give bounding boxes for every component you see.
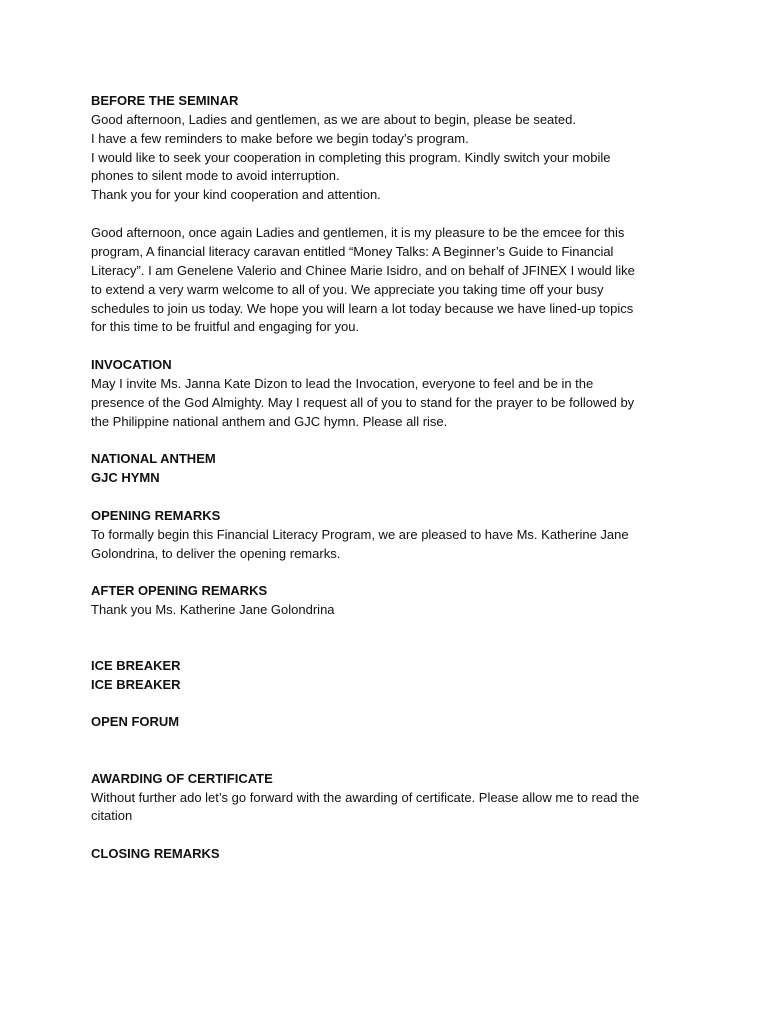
- section-heading-after-opening-remarks: AFTER OPENING REMARKS: [91, 583, 268, 598]
- paragraph-line: presence of the God Almighty. May I request all of you to stand for the prayer to be followed by: [91, 395, 635, 410]
- section-heading-ice-breaker: ICE BREAKER: [91, 658, 181, 673]
- paragraph-line: Literacy”. I am Genelene Valerio and Chinee Marie Isidro, and on behalf of JFINEX I would like: [91, 263, 635, 278]
- paragraph-line: I have a few reminders to make before we begin today’s program.: [91, 131, 469, 146]
- paragraph-line: To formally begin this Financial Literacy Program, we are pleased to have Ms. Katherine Jane: [91, 527, 629, 542]
- section-heading-gjc-hymn: GJC HYMN: [91, 470, 160, 485]
- paragraph-line: for this time to be fruitful and engaging for you.: [91, 319, 360, 334]
- paragraph-line: May I invite Ms. Janna Kate Dizon to lead the Invocation, everyone to feel and be in the: [91, 376, 594, 391]
- section-heading-invocation: INVOCATION: [91, 357, 172, 372]
- paragraph-line: schedules to join us today. We hope you will learn a lot today because we have lined-up topics: [91, 301, 634, 316]
- paragraph-line: Good afternoon, Ladies and gentlemen, as we are about to begin, please be seated.: [91, 112, 576, 127]
- paragraph-line: Thank you Ms. Katherine Jane Golondrina: [91, 602, 335, 617]
- section-heading-open-forum: OPEN FORUM: [91, 714, 180, 729]
- paragraph-line: citation: [91, 808, 133, 823]
- section-heading-closing-remarks: CLOSING REMARKS: [91, 846, 220, 861]
- paragraph-line: I would like to seek your cooperation in completing this program. Kindly switch your mobile: [91, 150, 611, 165]
- section-heading-before-seminar: BEFORE THE SEMINAR: [91, 93, 239, 108]
- paragraph-line: Without further ado let’s go forward with the awarding of certificate. Please allow me to read the: [91, 790, 640, 805]
- paragraph-line: phones to silent mode to avoid interruption.: [91, 168, 340, 183]
- paragraph-line: the Philippine national anthem and GJC hymn. Please all rise.: [91, 414, 448, 429]
- paragraph-line: Thank you for your kind cooperation and attention.: [91, 187, 381, 202]
- section-heading-awarding-of-certificate: AWARDING OF CERTIFICATE: [91, 771, 273, 786]
- paragraph-line: Golondrina, to deliver the opening remarks.: [91, 546, 341, 561]
- paragraph-line: Good afternoon, once again Ladies and gentlemen, it is my pleasure to be the emcee for this: [91, 225, 625, 240]
- paragraph-line: program, A financial literacy caravan entitled “Money Talks: A Beginner’s Guide to Financial: [91, 244, 614, 259]
- section-heading-opening-remarks: OPENING REMARKS: [91, 508, 221, 523]
- section-heading-ice-breaker: ICE BREAKER: [91, 677, 181, 692]
- section-heading-national-anthem: NATIONAL ANTHEM: [91, 451, 216, 466]
- paragraph-line: to extend a very warm welcome to all of you. We appreciate you taking time off your busy: [91, 282, 604, 297]
